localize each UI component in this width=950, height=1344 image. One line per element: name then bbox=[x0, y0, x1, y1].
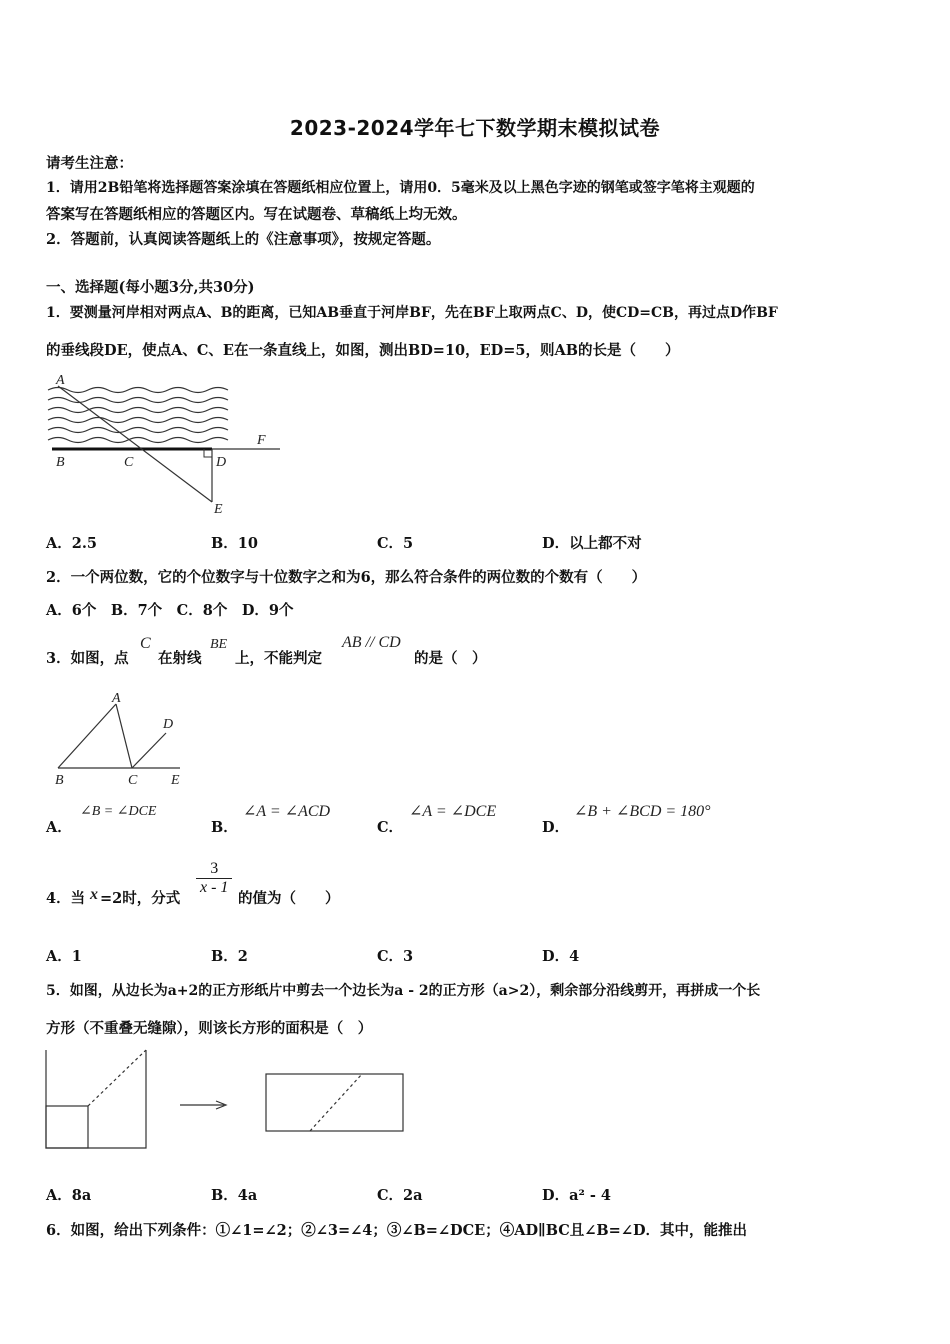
q1-option-c[interactable]: C．5 bbox=[377, 535, 414, 552]
q1-option-a[interactable]: A．2.5 bbox=[46, 535, 97, 552]
q5-option-a[interactable]: A．8a bbox=[46, 1187, 92, 1204]
q3-text-part-1: 3．如图，点 bbox=[46, 650, 129, 667]
q4-text-part-1: 4．当 bbox=[46, 890, 86, 907]
q1-label-b: B bbox=[56, 455, 65, 470]
q3-label-d: D bbox=[163, 717, 174, 732]
notice-line-1: 1．请用2B铅笔将选择题答案涂填在答题纸相应位置上，请用0．5毫米及以上黑色字迹的钢笔或签字笔将主观题的 bbox=[46, 180, 755, 196]
q1-label-c: C bbox=[124, 455, 134, 470]
q4-option-a[interactable]: A．1 bbox=[46, 948, 82, 965]
q3-option-d-math: ∠B + ∠BCD = 180° bbox=[574, 803, 711, 820]
q4-text-part-2: =2时，分式 bbox=[100, 890, 181, 907]
q4-text-part-3: 的值为（ ） bbox=[238, 890, 340, 907]
section-heading: 一、选择题(每小题3分,共30分) bbox=[46, 279, 255, 296]
q3-angle-figure bbox=[50, 690, 190, 790]
q5-square-figure bbox=[44, 1046, 414, 1156]
q2-options[interactable]: A．6个 B．7个 C．8个 D．9个 bbox=[46, 602, 294, 619]
q4-option-d[interactable]: D．4 bbox=[542, 948, 580, 965]
q5-text-line-1: 5．如图，从边长为a+2的正方形纸片中剪去一个边长为a - 2的正方形（a>2），剩余部分沿线剪开，再拼成一个长 bbox=[46, 983, 761, 999]
page-title: 2023-2024学年七下数学期末模拟试卷 bbox=[289, 116, 661, 140]
q3-option-c-math: ∠A = ∠DCE bbox=[409, 803, 497, 820]
q3-label-e: E bbox=[171, 773, 180, 788]
q3-option-a-math: ∠B = ∠DCE bbox=[80, 804, 157, 819]
q6-text: 6．如图，给出下列条件：①∠1=∠2；②∠3=∠4；③∠B=∠DCE；④AD∥BC且∠B=∠D．其中，能推出 bbox=[46, 1222, 748, 1239]
q1-text-line-1: 1．要测量河岸相对两点A、B的距离，已知AB垂直于河岸BF，先在BF上取两点C、D，使CD=CB，再过点D作BF bbox=[46, 305, 778, 321]
q5-option-c[interactable]: C．2a bbox=[377, 1187, 423, 1204]
q1-text-line-2: 的垂线段DE，使点A、C、E在一条直线上，如图，测出BD=10，ED=5，则AB的长是（ ） bbox=[46, 342, 680, 359]
q3-label-b: B bbox=[55, 773, 64, 788]
q3-option-b-letter[interactable]: B． bbox=[211, 819, 238, 836]
q3-text-part-4: 的是（ ） bbox=[414, 650, 487, 667]
q5-text-line-2: 方形（不重叠无缝隙），则该长方形的面积是（ ） bbox=[46, 1020, 373, 1037]
q5-option-d[interactable]: D．a² - 4 bbox=[542, 1187, 612, 1204]
q1-label-a: A bbox=[56, 373, 65, 388]
q3-label-c: C bbox=[128, 773, 138, 788]
q4-option-b[interactable]: B．2 bbox=[211, 948, 248, 965]
q1-label-e: E bbox=[214, 502, 223, 517]
q3-option-a-letter[interactable]: A． bbox=[46, 819, 72, 836]
q4-option-c[interactable]: C．3 bbox=[377, 948, 414, 965]
q4-fraction-numerator: 3 bbox=[210, 860, 219, 877]
q1-river-figure bbox=[44, 370, 284, 520]
q3-math-parallel: AB // CD bbox=[342, 634, 401, 651]
q1-label-d: D bbox=[216, 455, 227, 470]
notice-heading: 请考生注意： bbox=[46, 155, 133, 172]
notice-line-2: 答案写在答题纸相应的答题区内。写在试题卷、草稿纸上均无效。 bbox=[46, 206, 467, 223]
q5-option-b[interactable]: B．4a bbox=[211, 1187, 258, 1204]
q4-fraction bbox=[196, 860, 232, 897]
q3-math-be: BE bbox=[210, 637, 228, 652]
q1-option-d[interactable]: D．以上都不对 bbox=[542, 535, 642, 552]
q3-math-c: C bbox=[140, 635, 151, 652]
notice-line-3: 2．答题前，认真阅读答题纸上的《注意事项》，按规定答题。 bbox=[46, 231, 441, 248]
q1-option-b[interactable]: B．10 bbox=[211, 535, 258, 552]
q3-label-a: A bbox=[112, 691, 121, 706]
q4-variable-x: x bbox=[90, 886, 98, 903]
q3-option-d-letter[interactable]: D． bbox=[542, 819, 570, 836]
q1-label-f: F bbox=[257, 433, 266, 448]
q3-option-b-math: ∠A = ∠ACD bbox=[243, 803, 331, 820]
q2-text: 2．一个两位数，它的个位数字与十位数字之和为6，那么符合条件的两位数的个数有（ ） bbox=[46, 569, 647, 586]
q3-text-part-3: 上，不能判定 bbox=[235, 650, 322, 667]
q4-fraction-denominator: x - 1 bbox=[196, 878, 232, 897]
q3-text-part-2: 在射线 bbox=[158, 650, 202, 667]
q3-option-c-letter[interactable]: C． bbox=[377, 819, 404, 836]
